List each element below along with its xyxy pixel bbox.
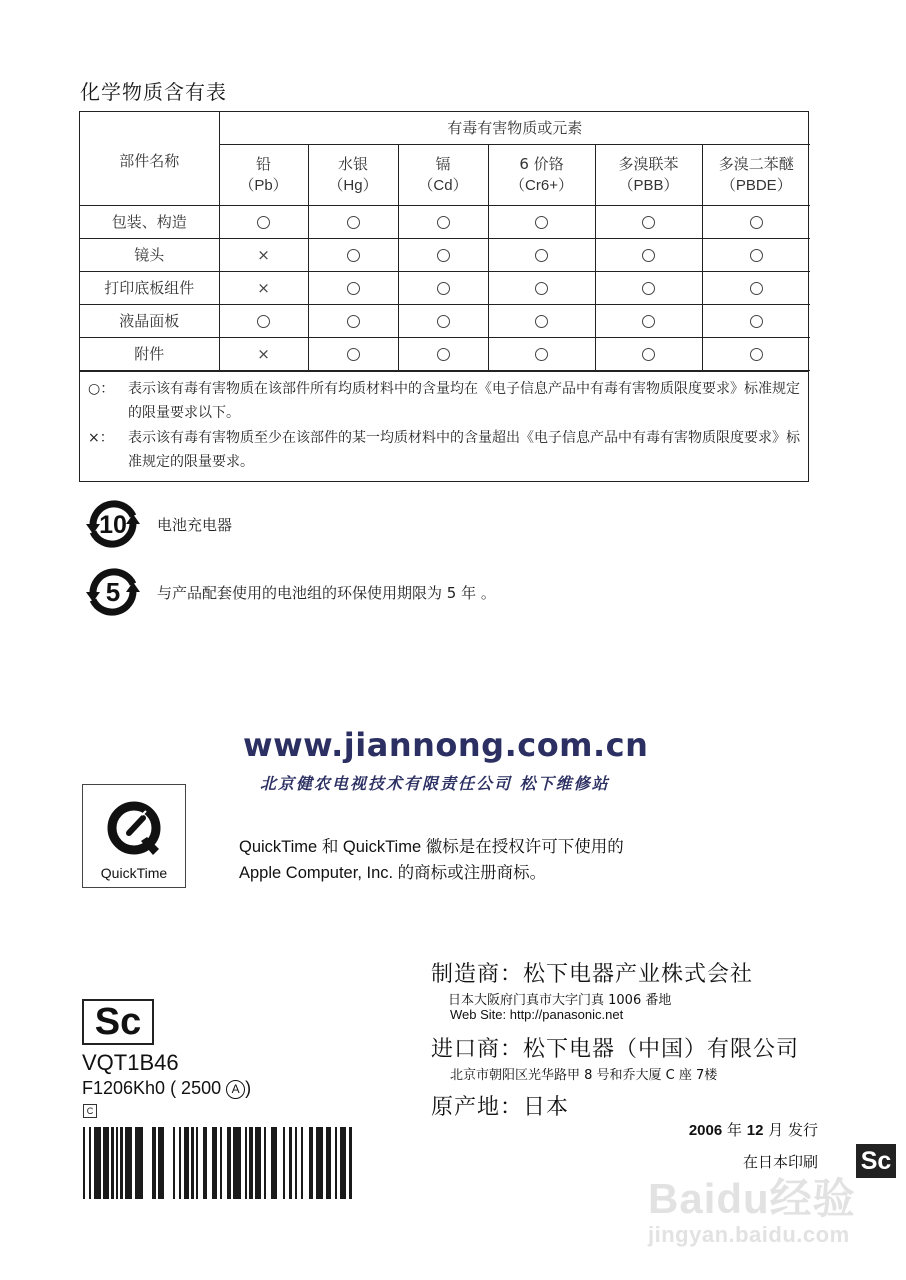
epup-5-icon [85, 564, 141, 624]
importer-label: 进口商：松下电器（中国）有限公司 [431, 1037, 800, 1062]
issue-date: 2006 年 12 月 发行 [688, 1121, 818, 1139]
circle-mark-icon [347, 249, 360, 262]
printed-in-label: 在日本印刷 [742, 1153, 818, 1171]
baidu-watermark [648, 1166, 856, 1248]
part-name: 液晶面板 [80, 304, 219, 337]
circle-mark-icon [437, 249, 450, 262]
barcode [83, 1127, 358, 1199]
circle-mark-icon [750, 315, 763, 328]
circle-mark-icon [535, 282, 548, 295]
circle-mark-icon [535, 216, 548, 229]
circle-mark-icon [642, 216, 655, 229]
mark-circle [398, 271, 488, 304]
env-label-charger: 电池充电器 [157, 516, 233, 534]
mark-circle [702, 205, 810, 238]
table-notes [80, 371, 808, 481]
substance-header-2: 镉 （Cd） [398, 144, 488, 205]
mark-circle [219, 205, 308, 238]
mark-circle [398, 205, 488, 238]
env-label-battery: 与产品配套使用的电池组的环保使用期限为 5 年 。 [157, 584, 496, 602]
circled-a-mark: A [226, 1080, 245, 1099]
mark-circle [308, 304, 398, 337]
table-row [80, 304, 810, 337]
importer-address: 北京市朝阳区光华路甲 8 号和乔大厦 C 座 7楼 [450, 1068, 718, 1083]
mark-circle [595, 205, 702, 238]
circle-mark-icon [535, 348, 548, 361]
circle-mark-icon [642, 315, 655, 328]
quicktime-logo-label: QuickTime [100, 865, 168, 881]
mark-cross: × [219, 238, 308, 271]
mark-circle [488, 271, 595, 304]
epup-10-icon [85, 496, 141, 556]
substance-header-4: 多溴联苯 （PBB） [595, 144, 702, 205]
circle-mark-icon [347, 216, 360, 229]
mark-circle [398, 337, 488, 370]
mark-circle [308, 238, 398, 271]
manufacturer-address: 日本大阪府门真市大字门真 1006 番地 [448, 993, 672, 1008]
circle-mark-icon [642, 282, 655, 295]
part-name: 包装、构造 [80, 205, 219, 238]
circle-mark-icon [347, 315, 360, 328]
quicktime-logo [82, 784, 186, 888]
circle-mark-icon [347, 282, 360, 295]
substance-group-header: 有毒有害物质或元素 [219, 112, 810, 144]
mark-circle [308, 337, 398, 370]
circle-mark-icon [535, 315, 548, 328]
circle-mark-icon [437, 315, 450, 328]
watermark-site-url: www.jiannong.com.cn [243, 726, 649, 764]
circle-mark-icon [437, 216, 450, 229]
mark-circle [398, 304, 488, 337]
circle-mark-icon [257, 315, 270, 328]
mark-circle [595, 337, 702, 370]
mark-circle [595, 304, 702, 337]
quicktime-notice-line1: QuickTime 和 QuickTime 徽标是在授权许可下使用的 [239, 838, 624, 856]
mark-cross: × [219, 337, 308, 370]
model-code: VQT1B46 [82, 1050, 179, 1075]
substance-header-5: 多溴二苯醚 （PBDE） [702, 144, 810, 205]
circle-mark-icon [347, 348, 360, 361]
mark-circle [595, 271, 702, 304]
mark-circle [488, 304, 595, 337]
circle-mark-icon [437, 348, 450, 361]
substance-header-1: 水银 （Hg） [308, 144, 398, 205]
mark-circle [488, 337, 595, 370]
mark-circle [488, 205, 595, 238]
mark-circle [398, 238, 488, 271]
mark-circle [595, 238, 702, 271]
print-code: F1206Kh0 ( 2500 A ) [82, 1078, 252, 1098]
svg-text:10: 10 [99, 511, 127, 539]
circle-mark-icon [750, 348, 763, 361]
watermark-site-company: 北京健农电视技术有限责任公司 松下维修站 [260, 774, 610, 793]
quicktime-icon [83, 785, 187, 865]
origin-label: 原产地：日本 [431, 1095, 570, 1120]
table-note: ○： 表示该有毒有害物质在该部件所有均质材料中的含量均在《电子信息产品中有毒有害物质限度要求》标准规定的限量要求以下。 [88, 380, 800, 421]
hazardous-substance-table [79, 111, 809, 482]
mark-cross: × [219, 271, 308, 304]
mark-circle [702, 271, 810, 304]
table-note: ×： 表示该有毒有害物质至少在该部件的某一均质材料中的含量超出《电子信息产品中有毒有害物质限度要求》标准规定的限量要求。 [88, 429, 800, 470]
circle-mark-icon [535, 249, 548, 262]
quicktime-notice-line2: Apple Computer, Inc. 的商标或注册商标。 [239, 864, 547, 882]
part-name: 镜头 [80, 238, 219, 271]
part-name-header: 部件名称 [80, 112, 219, 205]
c-mark: C [83, 1104, 97, 1118]
side-language-badge: Sc [856, 1144, 896, 1178]
part-name: 附件 [80, 337, 219, 370]
substance-header-3: 6 价铬 （Cr6+） [488, 144, 595, 205]
page-title: 化学物质含有表 [80, 80, 227, 104]
language-badge: Sc [82, 999, 154, 1045]
mark-circle [308, 205, 398, 238]
circle-mark-icon [437, 282, 450, 295]
svg-text:5: 5 [105, 577, 121, 607]
substance-header-0: 铅 （Pb） [219, 144, 308, 205]
mark-circle [702, 337, 810, 370]
baidu-watermark-brand: Baidu经验 [648, 1175, 856, 1222]
mark-circle [702, 304, 810, 337]
manufacturer-website: Web Site: http://panasonic.net [450, 1007, 624, 1022]
table-row [80, 205, 810, 238]
circle-mark-icon [642, 249, 655, 262]
table-row [80, 238, 810, 271]
circle-mark-icon [257, 216, 270, 229]
mark-circle [308, 271, 398, 304]
mark-circle [488, 238, 595, 271]
circle-mark-icon [642, 348, 655, 361]
manufacturer-label: 制造商：松下电器产业株式会社 [431, 962, 754, 987]
circle-mark-icon [750, 282, 763, 295]
circle-mark-icon [750, 249, 763, 262]
table-row [80, 337, 810, 370]
circle-mark-icon [750, 216, 763, 229]
mark-circle [702, 238, 810, 271]
mark-circle [219, 304, 308, 337]
baidu-watermark-url: jingyan.baidu.com [648, 1222, 850, 1247]
table-row [80, 271, 810, 304]
part-name: 打印底板组件 [80, 271, 219, 304]
quicktime-trademark-notice [239, 834, 624, 886]
